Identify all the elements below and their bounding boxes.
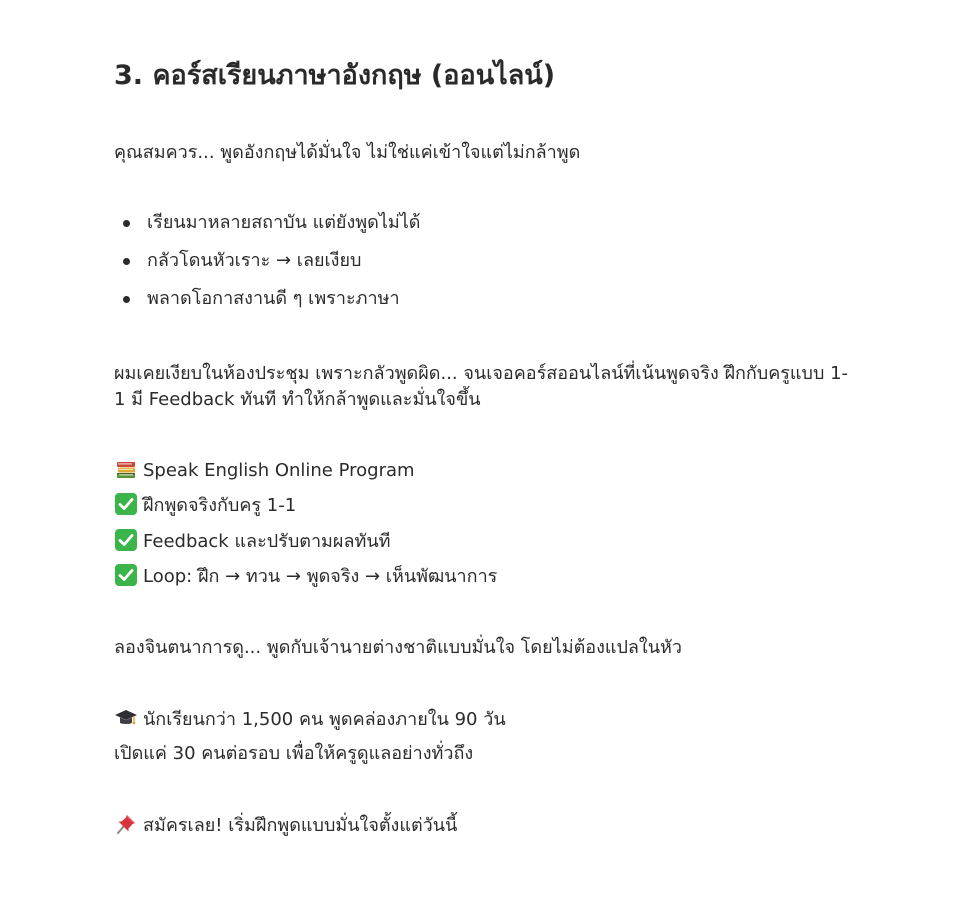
seat-limit-text: เปิดแค่ 30 คนต่อรอบ เพื่อให้ครูดูแลอย่างทั่วถึง bbox=[114, 743, 474, 764]
feature-text: Feedback และปรับตามผลทันที bbox=[143, 531, 391, 552]
list-item bbox=[114, 248, 420, 286]
list-item-text: กลัวโดนหัวเราะ → เลยเงียบ bbox=[147, 250, 362, 271]
books-icon bbox=[114, 457, 138, 481]
social-proof-row bbox=[114, 706, 506, 733]
pushpin-icon bbox=[114, 812, 138, 836]
page-title: 3. คอร์สเรียนภาษาอังกฤษ (ออนไลน์) bbox=[114, 60, 556, 91]
graduation-cap-icon bbox=[114, 706, 138, 730]
list-item-text: พลาดโอกาสงานดี ๆ เพราะภาษา bbox=[147, 288, 400, 309]
intro-text: คุณสมควร... พูดอังกฤษได้มั่นใจ ไม่ใช่แค่เข้าใจแต่ไม่กล้าพูด bbox=[114, 142, 581, 163]
social-proof-text: นักเรียนกว่า 1,500 คน พูดคล่องภายใน 90 วัน bbox=[143, 709, 506, 730]
feature-text: Loop: ฝึก → ทวน → พูดจริง → เห็นพัฒนาการ bbox=[143, 566, 498, 587]
feature-row bbox=[114, 528, 391, 555]
program-name: Speak English Online Program bbox=[143, 460, 415, 481]
feature-row bbox=[114, 563, 497, 590]
bullet-icon bbox=[123, 296, 130, 303]
list-item bbox=[114, 286, 420, 324]
cta-text: สมัครเลย! เริ่มฝึกพูดแบบมั่นใจตั้งแต่วันนี้ bbox=[143, 815, 458, 836]
cta-row bbox=[114, 812, 457, 839]
pain-point-list bbox=[114, 210, 420, 324]
list-item-text: เรียนมาหลายสถาบัน แต่ยังพูดไม่ได้ bbox=[147, 212, 421, 233]
check-mark-icon bbox=[114, 528, 138, 552]
bullet-icon bbox=[123, 220, 130, 227]
imagine-text: ลองจินตนาการดู... พูดกับเจ้านายต่างชาติแบบมั่นใจ โดยไม่ต้องแปลในหัว bbox=[114, 637, 682, 658]
program-title-row bbox=[114, 457, 415, 484]
feature-text: ฝึกพูดจริงกับครู 1-1 bbox=[143, 495, 297, 516]
list-item bbox=[114, 210, 420, 248]
check-mark-icon bbox=[114, 563, 138, 587]
check-mark-icon bbox=[114, 492, 138, 516]
bullet-icon bbox=[123, 258, 130, 265]
story-paragraph: ผมเคยเงียบในห้องประชุม เพราะกลัวพูดผิด... จนเจอคอร์สออนไลน์ที่เน้นพูดจริง ฝึกกับครูแบบ 1-1 มี Feedback ทันที ทำให้กล้าพูดและมั่นใจขึ้น bbox=[114, 363, 849, 410]
feature-row bbox=[114, 492, 296, 519]
